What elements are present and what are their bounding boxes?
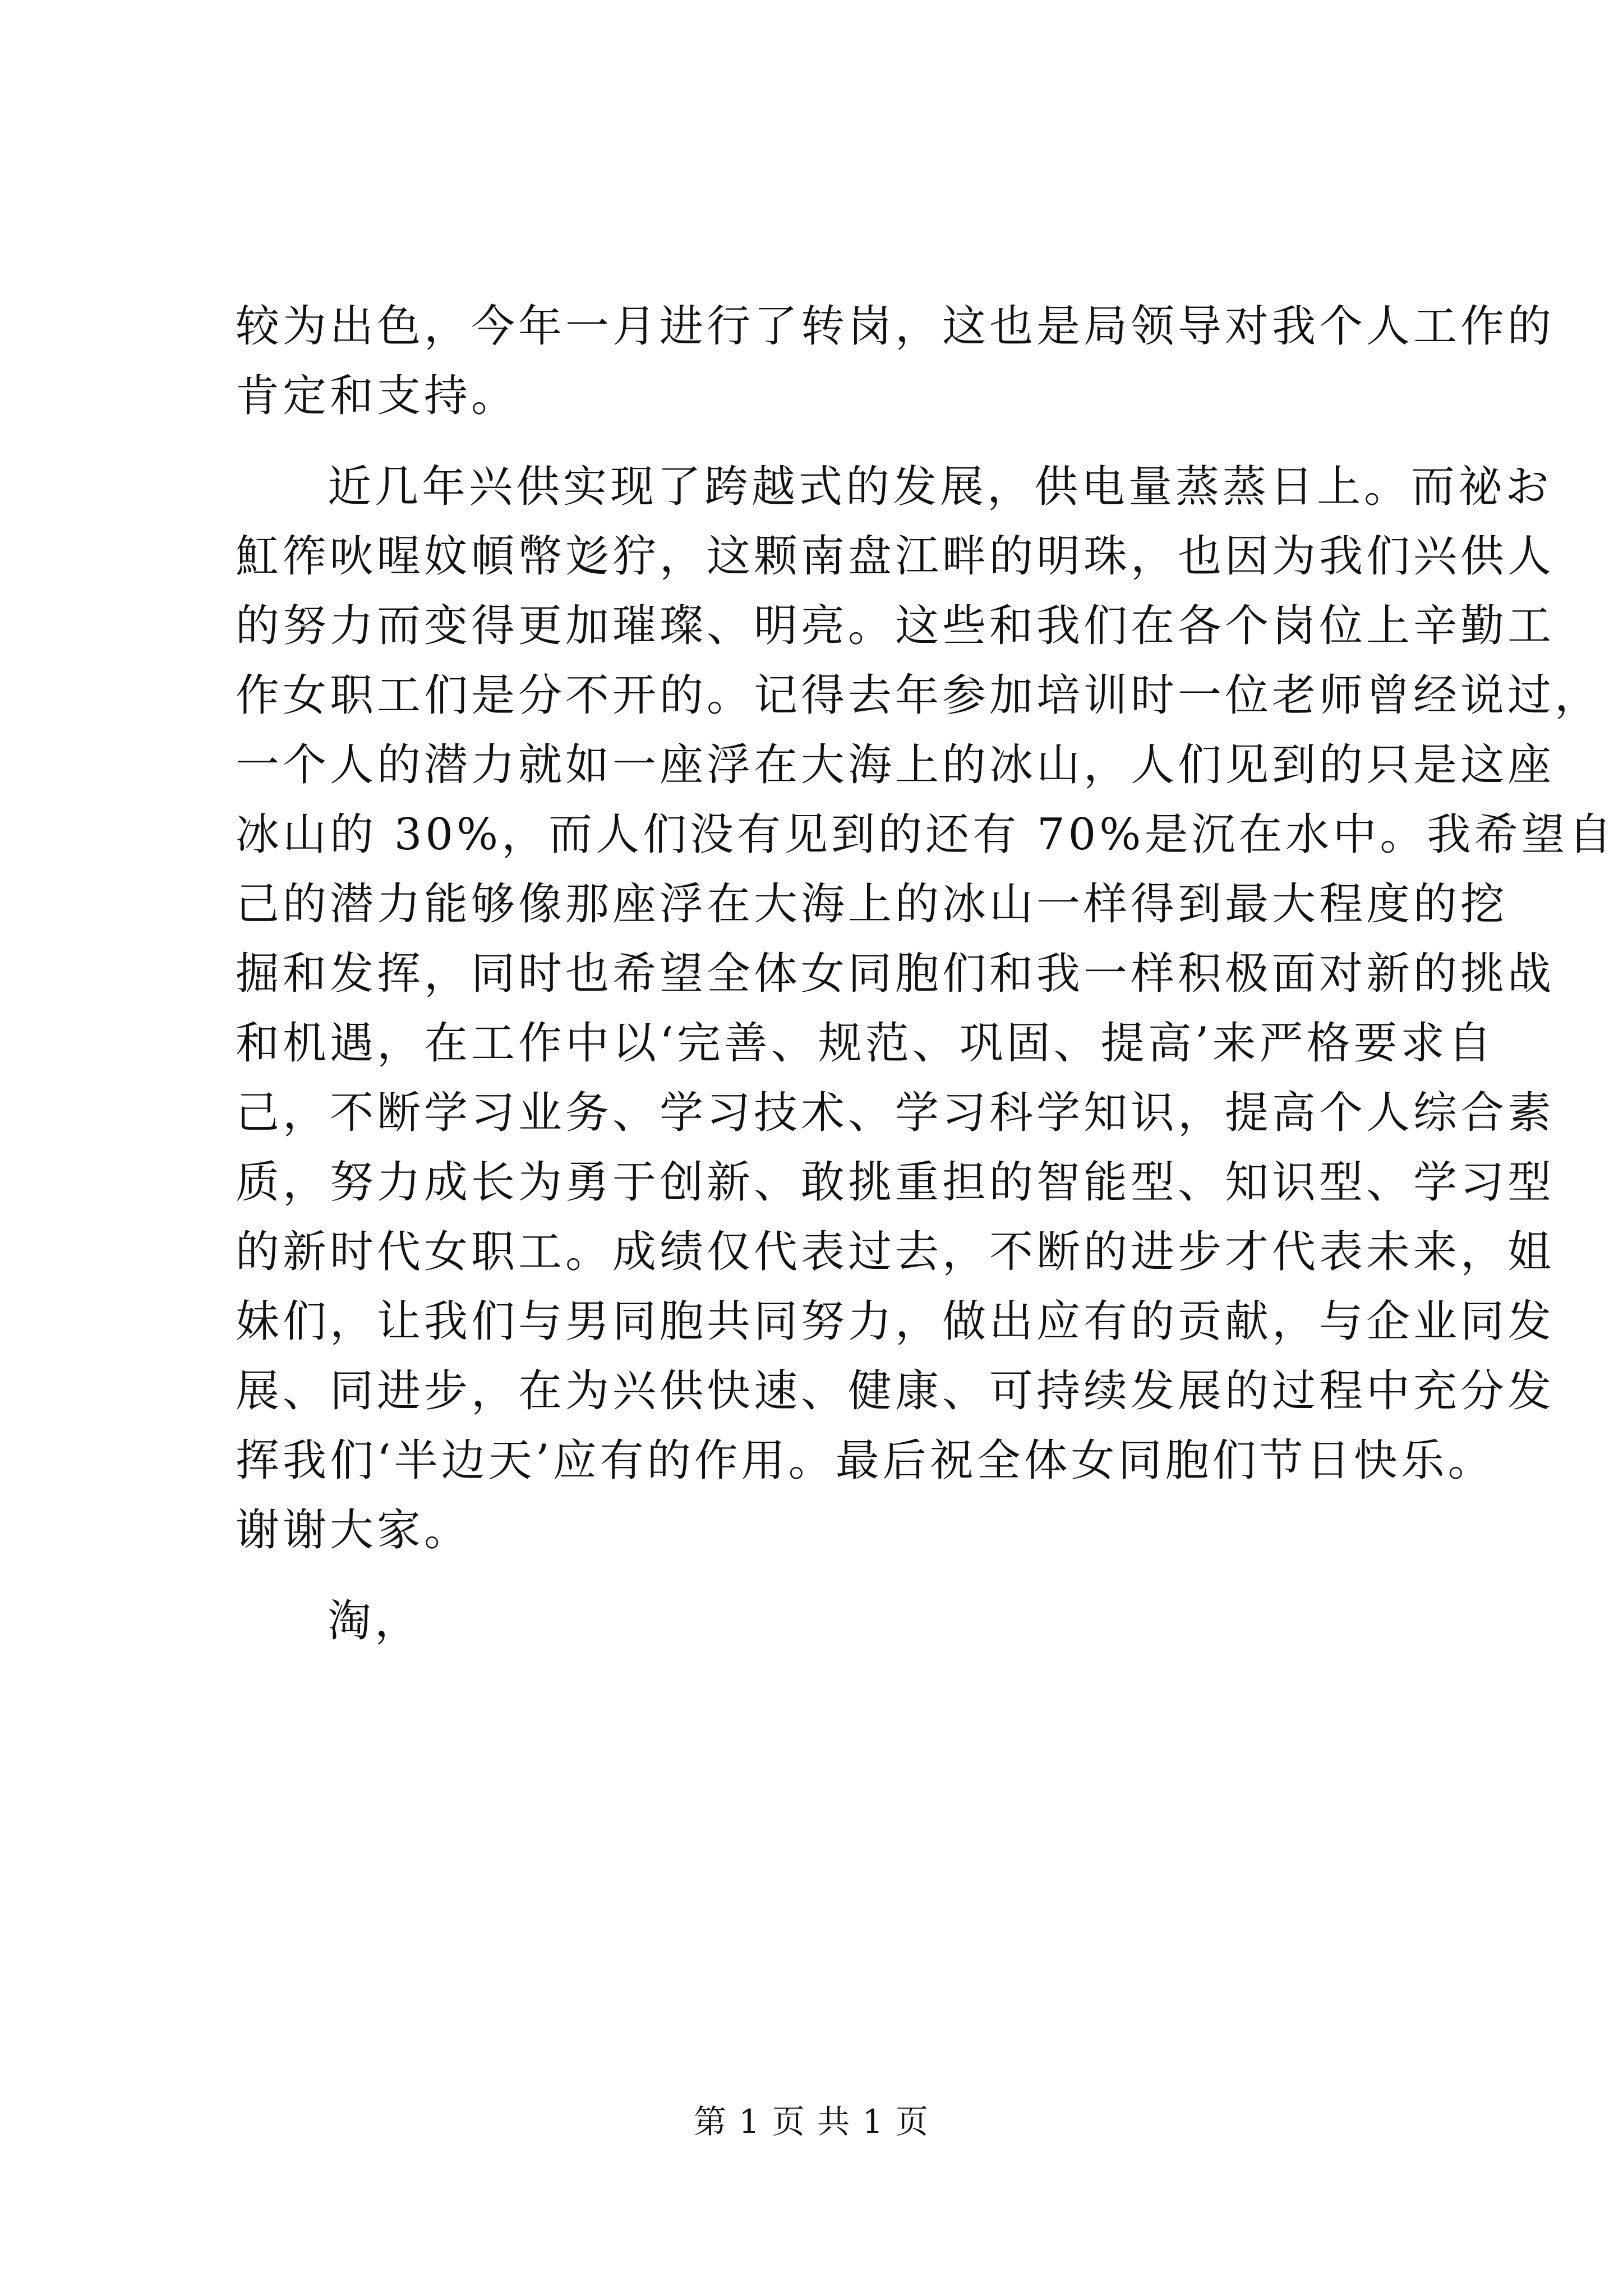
text-line: 冰山的 30%，而人们没有见到的还有 70%是沉在水中。我希望自 [236, 809, 1616, 860]
paragraph-spacer [236, 431, 1458, 452]
page-number-footer: 第 1 页 共 1 页 [694, 2102, 929, 2141]
text-line: 肯定和支持。 [236, 371, 519, 421]
text-line: 妹们，让我们与男同胞共同努力，做出应有的贡献，与企业同发 [236, 1296, 1555, 1347]
text-line: 的努力而变得更加璀璨、明亮。这些和我们在各个岗位上辛勤工 [236, 601, 1555, 651]
text-line: 己的潜力能够像那座浮在大海上的冰山一样得到最大程度的挖 [236, 879, 1508, 930]
text-line: 己，不断学习业务、学习技术、学习科学知识，提高个人综合素 [236, 1088, 1555, 1138]
paragraph-3 [236, 1586, 1458, 1656]
text-line: 谢谢大家。 [236, 1505, 472, 1556]
text-line: 质，努力成长为勇于创新、敢挑重担的智能型、知识型、学习型 [236, 1157, 1555, 1208]
text-line: 挥我们‘半边天’应有的作用。最后祝全体女同胞们节日快乐。 [236, 1435, 1495, 1486]
paragraph-2 [236, 452, 1616, 1565]
text-line: 魟筰吙暒妏幁幣彣狞，这颗南盘江畔的明珠，也因为我们兴供人 [236, 531, 1555, 582]
text-line: 和机遇，在工作中以‘完善、规范、巩固、提高’来严格要求自 [236, 1018, 1495, 1069]
text-line: 展、同进步，在为兴供快速、健康、可持续发展的过程中充分发 [236, 1366, 1555, 1416]
text-line: 淘， [328, 1596, 422, 1646]
document-body [236, 292, 1616, 1656]
text-line: 的新时代女职工。成绩仅代表过去，不断的进步才代表未来，姐 [236, 1227, 1555, 1277]
paragraph-spacer [236, 1565, 1458, 1586]
paragraph-1 [236, 292, 1555, 431]
text-line: 近几年兴供实现了跨越式的发展，供电量蒸蒸日上。而祕お [328, 462, 1553, 512]
text-line: 较为出色，今年一月进行了转岗，这也是局领导对我个人工作的 [236, 301, 1555, 352]
text-line: 一个人的潜力就如一座浮在大海上的冰山，人们见到的只是这座 [236, 740, 1555, 790]
text-line: 作女职工们是分不开的。记得去年参加培训时一位老师曾经说过， [236, 670, 1602, 721]
text-line: 掘和发挥，同时也希望全体女同胞们和我一样积极面对新的挑战 [236, 949, 1555, 999]
